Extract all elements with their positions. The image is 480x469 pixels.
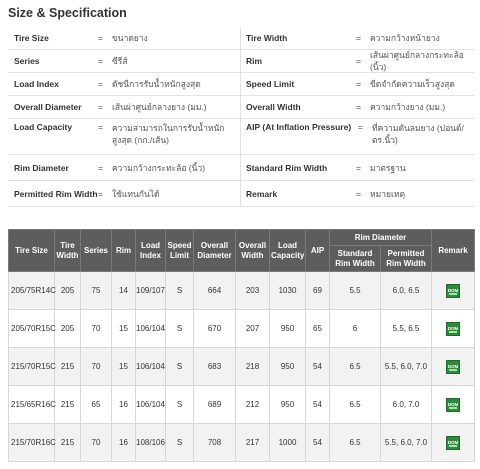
cell-tire-size: 215/65R16C <box>9 386 55 424</box>
cell-speed-limit: S <box>166 348 194 386</box>
spec-row <box>8 50 474 73</box>
dom-badge-label: DOM <box>447 439 459 445</box>
cell-speed-limit: S <box>166 310 194 348</box>
table-row <box>9 348 475 386</box>
tire-size-table <box>8 229 475 462</box>
cell-load-capacity: 1000 <box>270 424 306 462</box>
spec-cell <box>8 73 241 95</box>
equals-sign: = <box>356 102 361 112</box>
equals-sign: = <box>98 79 103 89</box>
spec-cell <box>8 119 241 154</box>
spec-cell <box>241 155 474 180</box>
spec-cell <box>241 96 474 118</box>
header-load-index: Load Index <box>136 230 166 272</box>
cell-tire-width: 215 <box>55 386 81 424</box>
spec-label: Load Index <box>14 79 59 89</box>
table-row <box>9 272 475 310</box>
dom-badge-label: DOM <box>447 287 459 293</box>
header-overall-diameter: Overall Diameter <box>194 230 236 272</box>
dom-badge-icon <box>446 322 460 336</box>
equals-sign: = <box>358 122 363 132</box>
cell-aip: 54 <box>306 424 330 462</box>
dom-badge-icon <box>446 436 460 450</box>
cell-remark <box>432 386 475 424</box>
spec-legend <box>8 27 474 207</box>
spec-cell <box>8 50 241 72</box>
cell-remark <box>432 310 475 348</box>
equals-sign: = <box>98 162 103 173</box>
equals-sign: = <box>356 56 361 66</box>
cell-standard-rim-width: 5.5 <box>330 272 381 310</box>
equals-sign: = <box>356 79 361 89</box>
equals-sign: = <box>98 102 103 112</box>
spec-value: ขีดจำกัดความเร็วสูงสุด <box>370 79 455 89</box>
cell-rim: 15 <box>112 348 136 386</box>
cell-speed-limit: S <box>166 424 194 462</box>
cell-rim: 15 <box>112 310 136 348</box>
spec-value: ความกว้างกระทะล้อ (นิ้ว) <box>112 162 206 173</box>
cell-series: 65 <box>81 386 112 424</box>
cell-permitted-rim-width: 6.0, 6.5 <box>381 272 432 310</box>
table-row <box>9 424 475 462</box>
dom-badge-label: DOM <box>447 363 459 369</box>
header-rim: Rim <box>112 230 136 272</box>
spec-label: Overall Diameter <box>14 102 82 112</box>
spec-row <box>8 96 474 119</box>
header-tire-width: Tire Width <box>55 230 81 272</box>
cell-overall-diameter: 689 <box>194 386 236 424</box>
spec-value: มาตรฐาน <box>370 162 406 173</box>
cell-aip: 54 <box>306 348 330 386</box>
cell-overall-width: 212 <box>236 386 270 424</box>
header-series: Series <box>81 230 112 272</box>
dom-badge-icon <box>446 360 460 374</box>
cell-tire-size: 205/75R14C <box>9 272 55 310</box>
cell-series: 75 <box>81 272 112 310</box>
cell-permitted-rim-width: 5.5, 6.5 <box>381 310 432 348</box>
cell-tire-size: 215/70R15C <box>9 348 55 386</box>
cell-load-capacity: 950 <box>270 386 306 424</box>
cell-tire-width: 205 <box>55 272 81 310</box>
cell-standard-rim-width: 6.5 <box>330 424 381 462</box>
dom-badge-icon <box>446 284 460 298</box>
cell-remark <box>432 348 475 386</box>
header-tire-size: Tire Size <box>9 230 55 272</box>
table-row <box>9 386 475 424</box>
spec-cell <box>8 155 241 180</box>
equals-sign: = <box>98 122 103 132</box>
spec-cell <box>8 96 241 118</box>
spec-label: Overall Width <box>246 102 301 112</box>
cell-load-index: 106/104 <box>136 386 166 424</box>
spec-value: ที่ความดันลมยาง (ปอนด์/ตร.นิ้ว) <box>372 123 464 145</box>
equals-sign: = <box>356 162 361 173</box>
cell-remark <box>432 424 475 462</box>
spec-label: Load Capacity <box>14 122 73 132</box>
cell-overall-width: 207 <box>236 310 270 348</box>
cell-series: 70 <box>81 348 112 386</box>
spec-cell <box>241 50 474 72</box>
spec-value: เส้นผ่าศูนย์กลางยาง (มม.) <box>112 102 207 112</box>
spec-value: ความกว้างหน้ายาง <box>370 33 440 43</box>
spec-cell <box>241 27 474 49</box>
cell-load-index: 106/104 <box>136 310 166 348</box>
cell-aip: 69 <box>306 272 330 310</box>
spec-row <box>8 181 474 207</box>
equals-sign: = <box>98 188 103 199</box>
cell-rim: 14 <box>112 272 136 310</box>
cell-overall-diameter: 664 <box>194 272 236 310</box>
equals-sign: = <box>98 56 103 66</box>
cell-permitted-rim-width: 5.5, 6.0, 7.0 <box>381 348 432 386</box>
cell-tire-size: 215/70R16C <box>9 424 55 462</box>
spec-cell <box>241 119 474 154</box>
cell-speed-limit: S <box>166 272 194 310</box>
cell-overall-diameter: 670 <box>194 310 236 348</box>
dom-badge-icon <box>446 398 460 412</box>
cell-rim: 16 <box>112 424 136 462</box>
spec-label: Permitted Rim Width <box>14 188 98 199</box>
cell-tire-width: 215 <box>55 348 81 386</box>
cell-permitted-rim-width: 6.0, 7.0 <box>381 386 432 424</box>
table-row <box>9 310 475 348</box>
spec-row <box>8 155 474 181</box>
spec-cell <box>8 181 241 206</box>
cell-overall-width: 217 <box>236 424 270 462</box>
spec-cell <box>8 27 241 49</box>
spec-value: ใช้แทนกันได้ <box>112 188 160 199</box>
page-title: Size & Specification <box>8 6 127 20</box>
equals-sign: = <box>98 33 103 43</box>
cell-tire-size: 205/70R15C <box>9 310 55 348</box>
header-rim-diameter: Rim Diameter <box>330 230 432 246</box>
spec-label: Tire Width <box>246 33 288 43</box>
header-standard-rim-width: Standard Rim Width <box>330 246 381 272</box>
spec-value: เส้นผ่าศูนย์กลางกระทะล้อ (นิ้ว) <box>370 50 464 72</box>
spec-label: Rim Diameter <box>14 162 69 173</box>
cell-aip: 54 <box>306 386 330 424</box>
cell-load-capacity: 1030 <box>270 272 306 310</box>
spec-label: Remark <box>246 188 278 199</box>
spec-value: หมายเหตุ <box>370 188 405 199</box>
cell-tire-width: 215 <box>55 424 81 462</box>
cell-series: 70 <box>81 310 112 348</box>
cell-load-index: 109/107 <box>136 272 166 310</box>
header-permitted-rim-width: Permitted Rim Width <box>381 246 432 272</box>
spec-row <box>8 27 474 50</box>
header-aip: AIP <box>306 230 330 272</box>
cell-overall-width: 218 <box>236 348 270 386</box>
equals-sign: = <box>356 188 361 199</box>
spec-cell <box>241 181 474 206</box>
cell-tire-width: 205 <box>55 310 81 348</box>
header-remark: Remark <box>432 230 475 272</box>
header-speed-limit: Speed Limit <box>166 230 194 272</box>
spec-label: Speed Limit <box>246 79 295 89</box>
cell-standard-rim-width: 6 <box>330 310 381 348</box>
header-load-capacity: Load Capacity <box>270 230 306 272</box>
spec-value: ขนาดยาง <box>112 33 148 43</box>
spec-label: Tire Size <box>14 33 49 43</box>
cell-speed-limit: S <box>166 386 194 424</box>
cell-rim: 16 <box>112 386 136 424</box>
cell-load-capacity: 950 <box>270 348 306 386</box>
spec-value: ความกว้างยาง (มม.) <box>370 102 446 112</box>
spec-label: Series <box>14 56 40 66</box>
dom-badge-label: DOM <box>447 401 459 407</box>
dom-badge-label: DOM <box>447 325 459 331</box>
spec-row <box>8 73 474 96</box>
spec-row <box>8 119 474 155</box>
spec-label: Rim <box>246 56 263 66</box>
spec-label: Standard Rim Width <box>246 162 328 173</box>
cell-load-capacity: 950 <box>270 310 306 348</box>
cell-load-index: 108/106 <box>136 424 166 462</box>
spec-value: ดัชนีการรับน้ำหนักสูงสุด <box>112 79 201 89</box>
cell-standard-rim-width: 6.5 <box>330 386 381 424</box>
cell-overall-diameter: 708 <box>194 424 236 462</box>
cell-aip: 65 <box>306 310 330 348</box>
spec-value: ความสามารถในการรับน้ำหนัก สูงสุด (กก./เส้น) <box>112 123 225 145</box>
cell-overall-width: 203 <box>236 272 270 310</box>
cell-series: 70 <box>81 424 112 462</box>
cell-permitted-rim-width: 5.5, 6.0, 7.0 <box>381 424 432 462</box>
spec-value: ซีรีส์ <box>112 56 128 66</box>
equals-sign: = <box>356 33 361 43</box>
spec-label: AIP (At Inflation Pressure) <box>246 122 352 132</box>
header-overall-width: Overall Width <box>236 230 270 272</box>
cell-remark <box>432 272 475 310</box>
cell-standard-rim-width: 6.5 <box>330 348 381 386</box>
spec-cell <box>241 73 474 95</box>
cell-load-index: 106/104 <box>136 348 166 386</box>
cell-overall-diameter: 683 <box>194 348 236 386</box>
